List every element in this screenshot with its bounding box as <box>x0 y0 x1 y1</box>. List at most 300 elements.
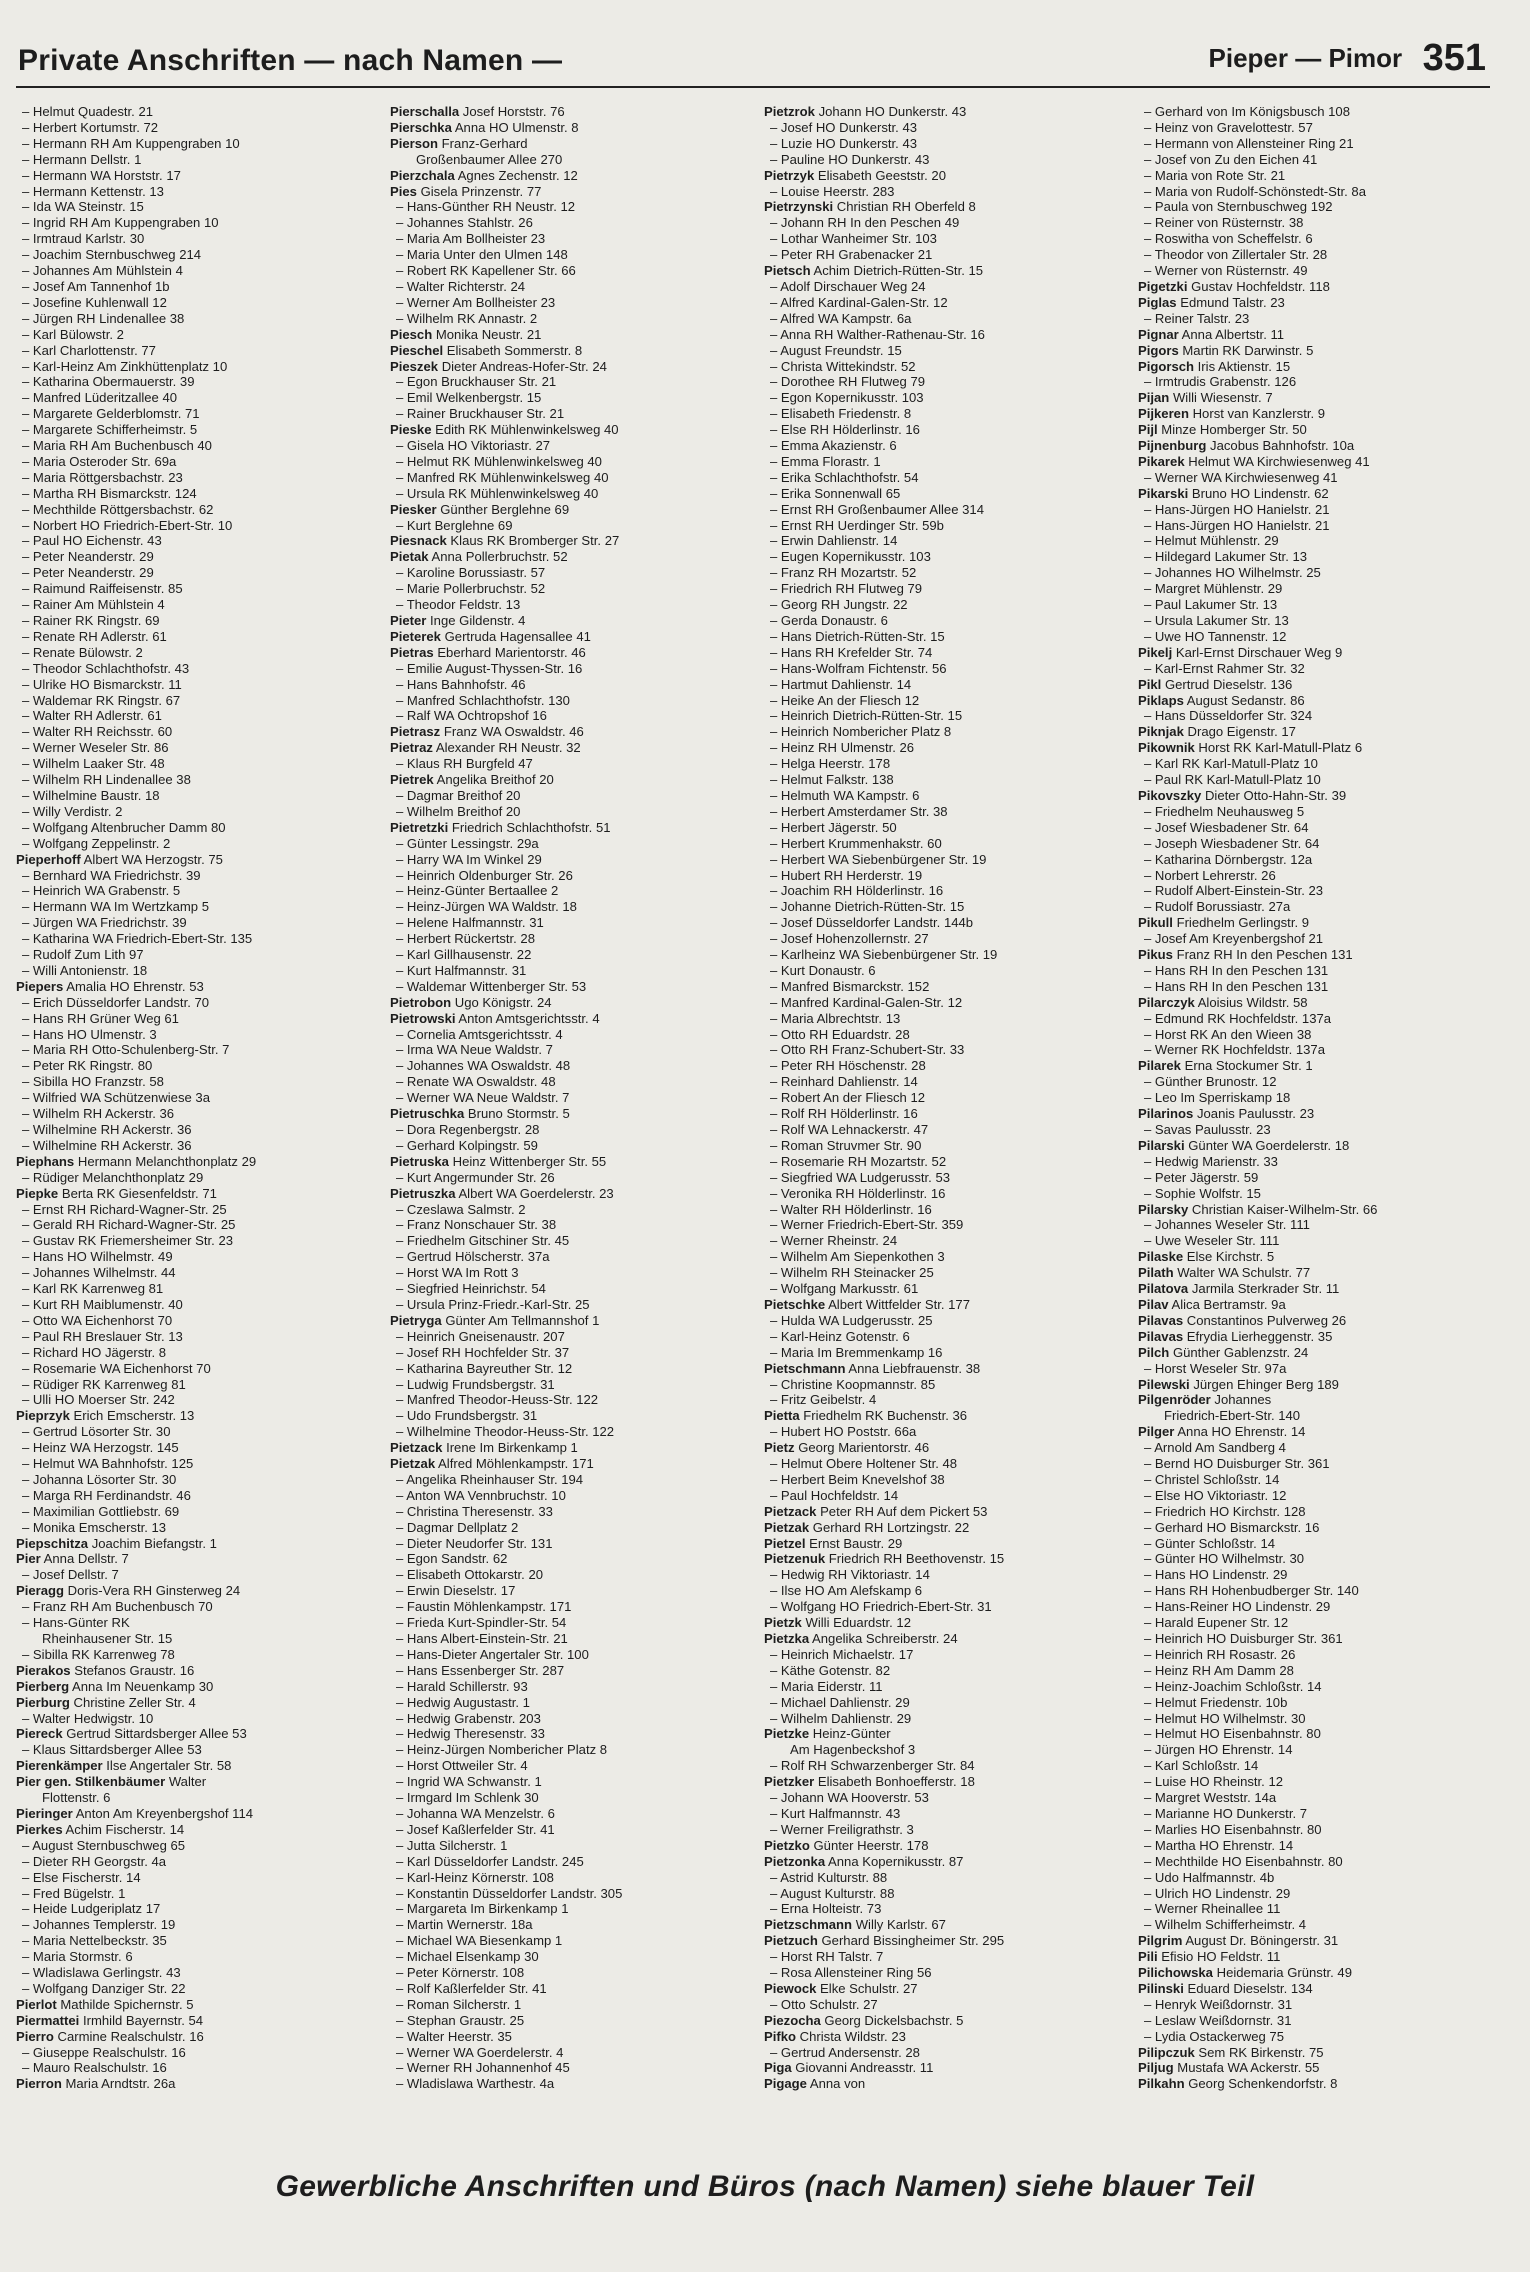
sub-entry: – Johannes Templerstr. 19 <box>16 1917 374 1933</box>
surname: Pilavas <box>1138 1328 1184 1344</box>
sub-entry: – Wolfgang HO Friedrich-Ebert-Str. 31 <box>764 1599 1122 1615</box>
surname: Piepke <box>16 1185 59 1201</box>
surname: Pietzel <box>764 1535 806 1551</box>
surname-entry <box>390 645 748 661</box>
sub-entry: – Rosemarie WA Eichenhorst 70 <box>16 1361 374 1377</box>
surname-entry <box>1138 947 1496 963</box>
sub-entry: – Robert An der Fliesch 12 <box>764 1090 1122 1106</box>
surname-entry <box>764 1551 1122 1567</box>
sub-entry: – Klaus Sittardsberger Allee 53 <box>16 1742 374 1758</box>
sub-entry: – Helmut WA Bahnhofstr. 125 <box>16 1456 374 1472</box>
entry-details: Friedrich Schlachthofstr. 51 <box>451 819 611 835</box>
sub-entry: – August Freundstr. 15 <box>764 343 1122 359</box>
surname-entry <box>1138 2045 1496 2061</box>
surname-entry <box>390 1186 748 1202</box>
sub-entry: – Jürgen WA Friedrichstr. 39 <box>16 915 374 931</box>
sub-entry: – Ernst RH Richard-Wagner-Str. 25 <box>16 1202 374 1218</box>
sub-entry: – Michael WA Biesenkamp 1 <box>390 1933 748 1949</box>
sub-entry: – Heinz WA Herzogstr. 145 <box>16 1440 374 1456</box>
sub-entry: – Johannes Stahlstr. 26 <box>390 215 748 231</box>
sub-entry: – Else Fischerstr. 14 <box>16 1870 374 1886</box>
surname-entry <box>390 1440 748 1456</box>
sub-entry: – Johann RH In den Peschen 49 <box>764 215 1122 231</box>
surname-entry <box>390 184 748 200</box>
sub-entry: – Wolfgang Zeppelinstr. 2 <box>16 836 374 852</box>
sub-entry: – Günter Schloßstr. 14 <box>1138 1536 1496 1552</box>
surname: Pigetzki <box>1138 278 1188 294</box>
entry-details: Günter Heerstr. 178 <box>813 1837 929 1853</box>
sub-entry: – Johann WA Hooverstr. 53 <box>764 1790 1122 1806</box>
sub-entry: – Anna RH Walther-Rathenau-Str. 16 <box>764 327 1122 343</box>
surname-entry <box>764 199 1122 215</box>
sub-entry: – Käthe Gotenstr. 82 <box>764 1663 1122 1679</box>
sub-entry: – Helmut RK Mühlenwinkelsweg 40 <box>390 454 748 470</box>
sub-entry: – Marlies HO Eisenbahnstr. 80 <box>1138 1822 1496 1838</box>
sub-entry: – Heinz-Günter Bertaallee 2 <box>390 883 748 899</box>
sub-entry: – Johannes Wilhelmstr. 44 <box>16 1265 374 1281</box>
sub-entry: – Hermann Dellstr. 1 <box>16 152 374 168</box>
sub-entry: – Heinrich WA Grabenstr. 5 <box>16 883 374 899</box>
surname: Pikl <box>1138 676 1162 692</box>
sub-entry: – Rolf RH Schwarzenberger Str. 84 <box>764 1758 1122 1774</box>
surname-entry <box>1138 1329 1496 1345</box>
sub-entry: – Eugen Kopernikusstr. 103 <box>764 549 1122 565</box>
surname: Pigorsch <box>1138 358 1195 374</box>
surname-entry <box>16 1186 374 1202</box>
surname: Pilavas <box>1138 1312 1184 1328</box>
surname-entry <box>1138 438 1496 454</box>
entry-details: Monika Neustr. 21 <box>435 326 542 342</box>
entry-details: Amalia HO Ehrenstr. 53 <box>66 978 204 994</box>
sub-entry: – Herbert Beim Knevelshof 38 <box>764 1472 1122 1488</box>
sub-entry: – Hedwig RH Viktoriastr. 14 <box>764 1567 1122 1583</box>
sub-entry: – Josef Düsseldorfer Landstr. 144b <box>764 915 1122 931</box>
surname-entry <box>1138 677 1496 693</box>
sub-entry: – Johanna WA Menzelstr. 6 <box>390 1806 748 1822</box>
surname-entry <box>1138 295 1496 311</box>
surname: Pilarek <box>1138 1058 1181 1074</box>
sub-entry: – Franz RH Am Buchenbusch 70 <box>16 1599 374 1615</box>
surname-entry <box>764 1774 1122 1790</box>
entry-continuation: Rheinhausener Str. 15 <box>42 1631 173 1646</box>
sub-entry: – Harry WA Im Winkel 29 <box>390 852 748 868</box>
sub-entry: – Helmut HO Eisenbahnstr. 80 <box>1138 1726 1496 1742</box>
sub-entry: – Peter Neanderstr. 29 <box>16 549 374 565</box>
surname: Pietta <box>764 1408 800 1424</box>
entry-details: Iris Aktienstr. 15 <box>1197 358 1291 374</box>
sub-entry: – Margret Weststr. 14a <box>1138 1790 1496 1806</box>
sub-entry: – Wilhelm Breithof 20 <box>390 804 748 820</box>
surname-entry <box>16 1695 374 1711</box>
sub-entry: – Gerhard Kolpingstr. 59 <box>390 1138 748 1154</box>
sub-entry: – Rolf Kaßlerfelder Str. 41 <box>390 1981 748 1997</box>
surname: Pietzker <box>764 1774 815 1790</box>
sub-entry: – Helga Heerstr. 178 <box>764 756 1122 772</box>
sub-entry: – Manfred Kardinal-Galen-Str. 12 <box>764 995 1122 1011</box>
entry-details: Christine Zeller Str. 4 <box>73 1694 196 1710</box>
entry-details: Walter WA Schulstr. 77 <box>1177 1265 1311 1281</box>
entry-details: Doris-Vera RH Ginsterweg 24 <box>67 1583 241 1599</box>
sub-entry: – Hermann Kettenstr. 13 <box>16 184 374 200</box>
entry-details: Anna von <box>809 2076 866 2092</box>
surname: Piepers <box>16 978 64 994</box>
entry-details: Johannes <box>1214 1392 1272 1408</box>
sub-entry: – Erika Sonnenwall 65 <box>764 486 1122 502</box>
entry-details: Efrydia Lierheggenstr. 35 <box>1186 1328 1333 1344</box>
sub-entry: – Margret Mühlenstr. 29 <box>1138 581 1496 597</box>
surname: Pijan <box>1138 390 1170 406</box>
sub-entry: – Paul RH Breslauer Str. 13 <box>16 1329 374 1345</box>
sub-entry: – Ursula RK Mühlenwinkelsweg 40 <box>390 486 748 502</box>
sub-entry: – Manfred Bismarckstr. 152 <box>764 979 1122 995</box>
sub-entry: – Astrid Kulturstr. 88 <box>764 1870 1122 1886</box>
surname-entry <box>390 772 748 788</box>
surname-entry <box>764 1631 1122 1647</box>
surname: Pierro <box>16 2028 54 2044</box>
sub-entry: – Wilhelmine Theodor-Heuss-Str. 122 <box>390 1424 748 1440</box>
surname-entry <box>1138 359 1496 375</box>
sub-entry: – Heinrich Dietrich-Rütten-Str. 15 <box>764 708 1122 724</box>
sub-entry: – Christina Theresenstr. 33 <box>390 1504 748 1520</box>
surname-entry <box>764 1297 1122 1313</box>
sub-entry: – Marianne HO Dunkerstr. 7 <box>1138 1806 1496 1822</box>
entry-details: Horst RK Karl-Matull-Platz 6 <box>1198 740 1363 756</box>
surname-entry <box>764 1933 1122 1949</box>
sub-entry: – Konstantin Düsseldorfer Landstr. 305 <box>390 1886 748 1902</box>
entry-details: Elke Schulstr. 27 <box>820 1980 918 1996</box>
entry-details: Günther Gablenzstr. 24 <box>1172 1344 1309 1360</box>
surname: Piephans <box>16 1153 75 1169</box>
entry-details: Elisabeth Bonhoefferstr. 18 <box>817 1774 975 1790</box>
surname-entry <box>390 533 748 549</box>
entry-details: Friedhelm RK Buchenstr. 36 <box>803 1408 968 1424</box>
entry-details: Peter RH Auf dem Pickert 53 <box>820 1503 988 1519</box>
sub-entry: – Wilhelm RH Lindenallee 38 <box>16 772 374 788</box>
sub-entry: – Reiner Talstr. 23 <box>1138 311 1496 327</box>
name-range: Pieper — Pimor <box>1208 43 1403 73</box>
sub-entry: – Heinrich Nombericher Platz 8 <box>764 724 1122 740</box>
sub-entry: – Karl Schloßstr. 14 <box>1138 1758 1496 1774</box>
sub-entry: – Renate WA Oswaldstr. 48 <box>390 1074 748 1090</box>
sub-entry: – Karl-Ernst Rahmer Str. 32 <box>1138 661 1496 677</box>
surname-entry <box>1138 486 1496 502</box>
surname-entry <box>390 820 748 836</box>
surname-entry <box>1138 1965 1496 1981</box>
surname: Pietzack <box>764 1503 817 1519</box>
sub-entry: – Marga RH Ferdinandstr. 46 <box>16 1488 374 1504</box>
sub-entry: – Ulrich HO Lindenstr. 29 <box>1138 1886 1496 1902</box>
surname-entry <box>16 1551 374 1567</box>
entry-details: Erna Stockumer Str. 1 <box>1184 1058 1313 1074</box>
sub-entry: – Helmut Obere Holtener Str. 48 <box>764 1456 1122 1472</box>
entry-details: Achim Dietrich-Rütten-Str. 15 <box>813 263 984 279</box>
surname: Pietzak <box>390 1456 436 1472</box>
sub-entry: – Mechthilde Röttgersbachstr. 62 <box>16 502 374 518</box>
entry-continuation: Am Hagenbeckshof 3 <box>790 1742 916 1758</box>
entry-details: Klaus RK Bromberger Str. 27 <box>450 533 620 549</box>
sub-entry: – Wilhelmine RH Ackerstr. 36 <box>16 1122 374 1138</box>
entry-details: Jacobus Bahnhofstr. 10a <box>1210 438 1355 454</box>
sub-entry: – Josef Am Kreyenbergshof 21 <box>1138 931 1496 947</box>
sub-entry: – Peter RH Höschenstr. 28 <box>764 1058 1122 1074</box>
sub-entry: – Margarete Schifferheimstr. 5 <box>16 422 374 438</box>
sub-entry: – Fred Bügelstr. 1 <box>16 1886 374 1902</box>
sub-entry: – Walter RH Adlerstr. 61 <box>16 708 374 724</box>
surname: Pilewski <box>1138 1376 1190 1392</box>
page-header <box>16 30 1490 88</box>
entry-details: August Dr. Böningerstr. 31 <box>1185 1933 1339 1949</box>
surname: Pietschmann <box>764 1360 846 1376</box>
sub-entry: – Wilhelm Am Siepenkothen 3 <box>764 1249 1122 1265</box>
entry-details: Bruno HO Lindenstr. 62 <box>1191 485 1329 501</box>
sub-entry: – Wilhelm RH Steinacker 25 <box>764 1265 1122 1281</box>
surname-entry <box>1138 1058 1496 1074</box>
sub-entry: – Udo Frundsbergstr. 31 <box>390 1408 748 1424</box>
surname-entry <box>1138 788 1496 804</box>
entry-details: Gerhard Bissingheimer Str. 295 <box>821 1933 1005 1949</box>
sub-entry: – Werner Rheinstr. 24 <box>764 1233 1122 1249</box>
sub-entry: – Martha HO Ehrenstr. 14 <box>1138 1838 1496 1854</box>
surname: Pieringer <box>16 1805 73 1821</box>
sub-entry: – Ludwig Frundsbergstr. 31 <box>390 1377 748 1393</box>
surname-entry <box>764 1854 1122 1870</box>
sub-entry: – Elisabeth Ottokarstr. 20 <box>390 1567 748 1583</box>
surname-entry <box>1138 1933 1496 1949</box>
surname: Pilarsky <box>1138 1201 1189 1217</box>
surname-entry <box>16 2029 374 2045</box>
sub-entry: – Hedwig Marienstr. 33 <box>1138 1154 1496 1170</box>
page-title: Private Anschriften — nach Namen — <box>18 44 563 77</box>
surname-entry <box>16 852 374 868</box>
sub-entry: – Heinrich Michaelstr. 17 <box>764 1647 1122 1663</box>
sub-entry: – Dora Regenbergstr. 28 <box>390 1122 748 1138</box>
sub-entry: – Werner RK Hochfeldstr. 137a <box>1138 1042 1496 1058</box>
surname: Pijl <box>1138 422 1158 438</box>
entry-details: Gustav Hochfeldstr. 118 <box>1191 278 1330 294</box>
surname: Pietzuch <box>764 1933 818 1949</box>
entry-details: Angelika Schreiberstr. 24 <box>812 1631 958 1646</box>
surname: Piesnack <box>390 533 447 549</box>
surname: Pilch <box>1138 1344 1170 1360</box>
sub-entry: – Hermann WA Im Wertzkamp 5 <box>16 899 374 915</box>
sub-entry: – Josef Am Tannenhof 1b <box>16 279 374 295</box>
surname: Pietsch <box>764 263 811 279</box>
entry-details: Erich Emscherstr. 13 <box>73 1408 195 1424</box>
sub-entry: – Josef Dellstr. 7 <box>16 1567 374 1583</box>
surname-entry <box>1138 740 1496 756</box>
entry-details: Anna HO Ulmenstr. 8 <box>454 119 579 135</box>
sub-entry: – Ursula Prinz-Friedr.-Karl-Str. 25 <box>390 1297 748 1313</box>
surname: Pikarski <box>1138 485 1189 501</box>
surname: Pikull <box>1138 915 1173 931</box>
surname: Pilinski <box>1138 1980 1184 1996</box>
surname-entry <box>1138 327 1496 343</box>
sub-entry: – Hedwig Theresenstr. 33 <box>390 1726 748 1742</box>
surname: Piesch <box>390 326 433 342</box>
surname: Pietzonka <box>764 1853 826 1869</box>
sub-entry: – Sophie Wolfstr. 15 <box>1138 1186 1496 1202</box>
entry-details: Josef Horststr. 76 <box>462 104 565 119</box>
surname-entry <box>764 1917 1122 1933</box>
sub-entry: – Hans Düsseldorfer Str. 324 <box>1138 708 1496 724</box>
entry-details: Mustafa WA Ackerstr. 55 <box>1177 2060 1320 2076</box>
sub-entry: – Frieda Kurt-Spindler-Str. 54 <box>390 1615 748 1631</box>
surname-entry <box>390 549 748 565</box>
sub-entry: – Hermann von Allensteiner Ring 21 <box>1138 136 1496 152</box>
sub-entry: – Karl Gillhausenstr. 22 <box>390 947 748 963</box>
surname-entry <box>1138 1297 1496 1313</box>
surname-entry <box>1138 1345 1496 1361</box>
sub-entry: – Raimund Raiffeisenstr. 85 <box>16 581 374 597</box>
sub-entry: – Walter Hedwigstr. 10 <box>16 1711 374 1727</box>
surname-entry <box>1138 1949 1496 1965</box>
sub-entry: – Horst WA Im Rott 3 <box>390 1265 748 1281</box>
sub-entry: – Harald Schillerstr. 93 <box>390 1679 748 1695</box>
sub-entry: – Horst Ottweiler Str. 4 <box>390 1758 748 1774</box>
entry-details: Helmut WA Kirchwiesenweg 41 <box>1188 453 1370 469</box>
sub-entry: – Walter RH Reichsstr. 60 <box>16 724 374 740</box>
sub-entry: – Helmut Friedenstr. 10b <box>1138 1695 1496 1711</box>
sub-entry: – Waldemar Wittenberger Str. 53 <box>390 979 748 995</box>
sub-entry: – Kurt Angermunder Str. 26 <box>390 1170 748 1186</box>
entry-details: Gertrud Dieselstr. 136 <box>1164 676 1293 692</box>
sub-entry: – Roman Silcherstr. 1 <box>390 1997 748 2013</box>
entry-details: Joachim Biefangstr. 1 <box>91 1535 217 1551</box>
sub-entry: – Manfred Theodor-Heuss-Str. 122 <box>390 1392 748 1408</box>
sub-entry: – Marie Pollerbruchstr. 52 <box>390 581 748 597</box>
sub-entry: – Heinz von Gravelottestr. 57 <box>1138 120 1496 136</box>
sub-entry: – Maria Am Bollheister 23 <box>390 231 748 247</box>
directory-columns <box>16 104 1496 2092</box>
sub-entry: – Arnold Am Sandberg 4 <box>1138 1440 1496 1456</box>
surname: Piklaps <box>1138 692 1184 708</box>
sub-entry: – Herbert Rückertstr. 28 <box>390 931 748 947</box>
surname: Pilipczuk <box>1138 2044 1195 2060</box>
sub-entry: – Werner WA Goerdelerstr. 4 <box>390 2045 748 2061</box>
sub-entry: – Mechthilde HO Eisenbahnstr. 80 <box>1138 1854 1496 1870</box>
sub-entry: – Werner Freiligrathstr. 3 <box>764 1822 1122 1838</box>
sub-entry: – Karl RK Karl-Matull-Platz 10 <box>1138 756 1496 772</box>
entry-details: Anna Kopernikusstr. 87 <box>828 1853 964 1869</box>
surname-entry <box>390 995 748 1011</box>
surname-entry <box>16 1758 374 1774</box>
sub-entry: – Klaus RH Burgfeld 47 <box>390 756 748 772</box>
surname-entry <box>1138 1281 1496 1297</box>
sub-entry: – Veronika RH Hölderlinstr. 16 <box>764 1186 1122 1202</box>
sub-entry: – Willy Verdistr. 2 <box>16 804 374 820</box>
entry-details: Anton Am Kreyenbergshof 114 <box>75 1805 254 1821</box>
entry-details: Maria Arndtstr. 26a <box>65 2076 176 2092</box>
sub-entry: – Czeslawa Salmstr. 2 <box>390 1202 748 1218</box>
surname: Pilgrim <box>1138 1933 1183 1949</box>
sub-entry: – Hans-Günter RK <box>16 1615 374 1631</box>
surname-entry <box>764 2013 1122 2029</box>
surname: Pietruska <box>390 1153 449 1169</box>
entry-details: Hermann Melanchthonplatz 29 <box>77 1153 257 1169</box>
sub-entry: – Norbert HO Friedrich-Ebert-Str. 10 <box>16 518 374 534</box>
surname-entry <box>390 136 748 152</box>
surname: Pietzak <box>764 1519 810 1535</box>
entry-details: Bruno Stormstr. 5 <box>467 1106 570 1122</box>
entry-continuation: Friedrich-Ebert-Str. 140 <box>1164 1408 1301 1424</box>
sub-entry: – Emma Akazienstr. 6 <box>764 438 1122 454</box>
entry-details: Stefanos Graustr. 16 <box>74 1662 195 1678</box>
sub-entry: – Karl-Heinz Am Zinkhüttenplatz 10 <box>16 359 374 375</box>
entry-details: Heidemaria Grünstr. 49 <box>1216 1965 1352 1981</box>
sub-entry: – Maria von Rudolf-Schönstedt-Str. 8a <box>1138 184 1496 200</box>
sub-entry: – Heide Ludgeriplatz 17 <box>16 1901 374 1917</box>
sub-entry: – Gertrud Andersenstr. 28 <box>764 2045 1122 2061</box>
sub-entry: – Josef Hohenzollernstr. 27 <box>764 931 1122 947</box>
entry-details: Berta RK Giesenfeldstr. 71 <box>61 1185 217 1201</box>
surname: Pietak <box>390 549 429 565</box>
sub-entry: – Gustav RK Friemersheimer Str. 23 <box>16 1233 374 1249</box>
sub-entry: – Günter HO Wilhelmstr. 30 <box>1138 1551 1496 1567</box>
surname: Pierzchala <box>390 167 455 183</box>
directory-column <box>1138 104 1496 2092</box>
sub-entry: – Udo Halfmannstr. 4b <box>1138 1870 1496 1886</box>
entry-details: Sem RK Birkenstr. 75 <box>1198 2044 1324 2060</box>
sub-entry: – Georg RH Jungstr. 22 <box>764 597 1122 613</box>
surname: Pigage <box>764 2076 807 2092</box>
entry-details: Georg Schenkendorfstr. 8 <box>1188 2076 1338 2092</box>
sub-entry: – Sibilla HO Franzstr. 58 <box>16 1074 374 1090</box>
sub-entry: – Lothar Wanheimer Str. 103 <box>764 231 1122 247</box>
sub-entry: – Josef Kaßlerfelder Str. 41 <box>390 1822 748 1838</box>
sub-entry: – August Sternbuschweg 65 <box>16 1838 374 1854</box>
sub-entry: – Johannes Weseler Str. 111 <box>1138 1217 1496 1233</box>
sub-entry: – Maria Eiderstr. 11 <box>764 1679 1122 1695</box>
sub-entry: – Karl-Heinz Körnerstr. 108 <box>390 1870 748 1886</box>
surname-entry <box>1138 390 1496 406</box>
sub-entry: – Michael Dahlienstr. 29 <box>764 1695 1122 1711</box>
sub-entry: – Katharina Obermauerstr. 39 <box>16 374 374 390</box>
sub-entry: – Willi Antonienstr. 18 <box>16 963 374 979</box>
entry-details: Georg Dickelsbachstr. 5 <box>824 2012 964 2028</box>
entry-details: Eduard Dieselstr. 134 <box>1187 1980 1313 1996</box>
sub-entry: – Gerda Donaustr. 6 <box>764 613 1122 629</box>
surname: Pilath <box>1138 1265 1174 1281</box>
surname-entry <box>1138 1392 1496 1408</box>
surname: Pietruszka <box>390 1185 456 1201</box>
entry-details: Anna Im Neuenkamp 30 <box>72 1678 214 1694</box>
sub-entry: – Ulli HO Moerser Str. 242 <box>16 1392 374 1408</box>
entry-details: Elisabeth Geeststr. 20 <box>817 167 946 183</box>
sub-entry: – Hans Bahnhofstr. 46 <box>390 677 748 693</box>
entry-details: Edith RK Mühlenwinkelsweg 40 <box>435 422 619 438</box>
sub-entry: – Renate RH Adlerstr. 61 <box>16 629 374 645</box>
sub-entry: – Hans RH In den Peschen 131 <box>1138 963 1496 979</box>
entry-details: Gisela Prinzenstr. 77 <box>420 183 542 199</box>
surname-entry <box>1138 1202 1496 1218</box>
entry-details: Joanis Paulusstr. 23 <box>1196 1106 1315 1122</box>
surname: Piljug <box>1138 2060 1174 2076</box>
surname: Pierlot <box>16 1996 57 2012</box>
sub-entry: – Theodor von Zillertaler Str. 28 <box>1138 247 1496 263</box>
surname: Pierschka <box>390 119 452 135</box>
sub-entry: – Maria Albrechtstr. 13 <box>764 1011 1122 1027</box>
sub-entry: – Rainer Am Mühlstein 4 <box>16 597 374 613</box>
surname-entry <box>390 1456 748 1472</box>
sub-entry: – Wilfried WA Schützenwiese 3a <box>16 1090 374 1106</box>
surname: Pietrzyk <box>764 167 815 183</box>
sub-entry: – Kurt Donaustr. 6 <box>764 963 1122 979</box>
sub-entry: – Wladislawa Gerlingstr. 43 <box>16 1965 374 1981</box>
sub-entry: – Harald Eupener Str. 12 <box>1138 1615 1496 1631</box>
sub-entry: – Emil Welkenbergstr. 15 <box>390 390 748 406</box>
entry-details: Franz WA Oswaldstr. 46 <box>443 724 584 740</box>
entry-details: Willi Eduardstr. 12 <box>805 1615 912 1631</box>
